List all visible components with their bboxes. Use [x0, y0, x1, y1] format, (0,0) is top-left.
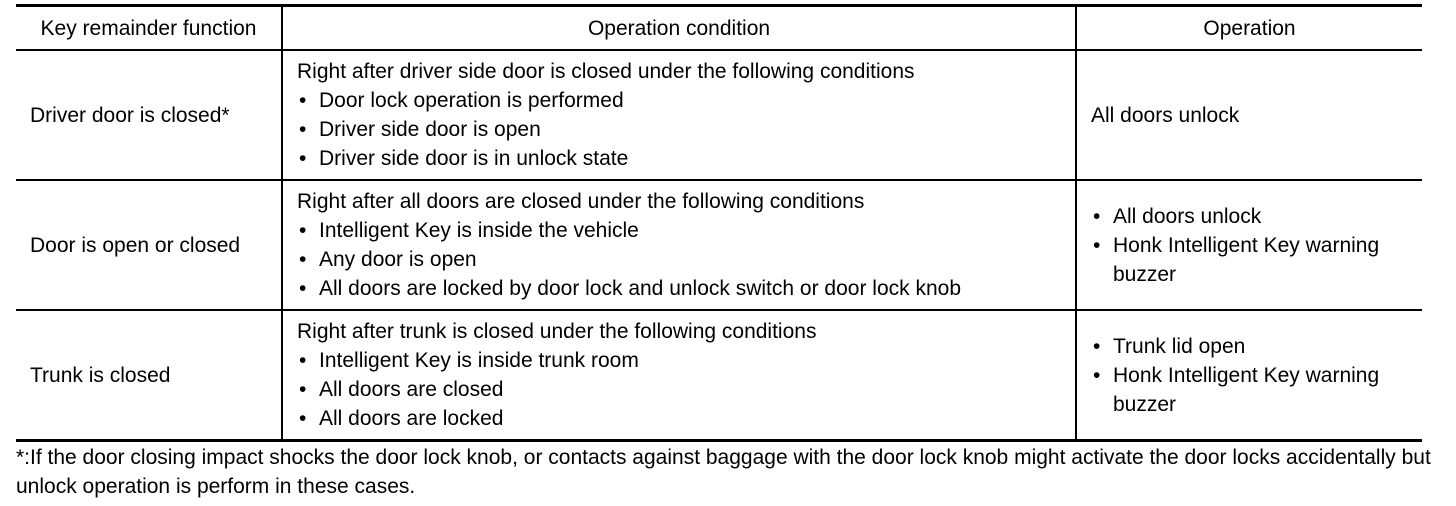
condition-item: • Intelligent Key is inside the vehicle	[297, 216, 1061, 245]
condition-heading: Right after driver side door is closed under the following conditions	[297, 60, 915, 83]
footnote: *:If the door closing impact shocks the door lock knob, or contacts against baggage with the door lock knob might activate the door locks accidentally but unlock operation is perform in these cases.	[16, 446, 1431, 498]
table-header-row	[16, 6, 1422, 51]
condition-item: • All doors are locked by door lock and unlock switch or door lock knob	[297, 274, 1061, 303]
operation-item: • Honk Intelligent Key warning buzzer	[1091, 361, 1408, 419]
condition-list	[297, 86, 1061, 173]
function-cell: Trunk is closed	[16, 310, 282, 441]
condition-cell	[282, 50, 1076, 180]
operation-item: • Honk Intelligent Key warning buzzer	[1091, 231, 1408, 289]
operation-item: • All doors unlock	[1091, 202, 1408, 231]
condition-item: • Any door is open	[297, 245, 1061, 274]
condition-list	[297, 346, 1061, 433]
condition-item: • All doors are closed	[297, 375, 1061, 404]
operation-cell	[1076, 310, 1422, 441]
table-row	[16, 180, 1422, 310]
table-row	[16, 50, 1422, 180]
header-key-remainder-function: Key remainder function	[16, 6, 282, 51]
condition-heading: Right after trunk is closed under the following conditions	[297, 320, 817, 343]
header-operation: Operation	[1076, 6, 1422, 51]
condition-cell	[282, 180, 1076, 310]
operation-list	[1091, 332, 1408, 419]
operation-item: • Trunk lid open	[1091, 332, 1408, 361]
condition-list	[297, 216, 1061, 303]
function-cell: Door is open or closed	[16, 180, 282, 310]
condition-item: • Door lock operation is performed	[297, 86, 1061, 115]
operation-cell	[1076, 180, 1422, 310]
condition-item: • Driver side door is open	[297, 115, 1061, 144]
table-row	[16, 310, 1422, 441]
condition-heading: Right after all doors are closed under the following conditions	[297, 190, 865, 213]
operation-cell: All doors unlock	[1076, 50, 1422, 180]
condition-item: • Driver side door is in unlock state	[297, 144, 1061, 173]
condition-item: • All doors are locked	[297, 404, 1061, 433]
condition-cell	[282, 310, 1076, 441]
header-operation-condition: Operation condition	[282, 6, 1076, 51]
key-reminder-table	[16, 4, 1422, 442]
condition-item: • Intelligent Key is inside trunk room	[297, 346, 1061, 375]
operation-list	[1091, 202, 1408, 289]
function-cell: Driver door is closed*	[16, 50, 282, 180]
